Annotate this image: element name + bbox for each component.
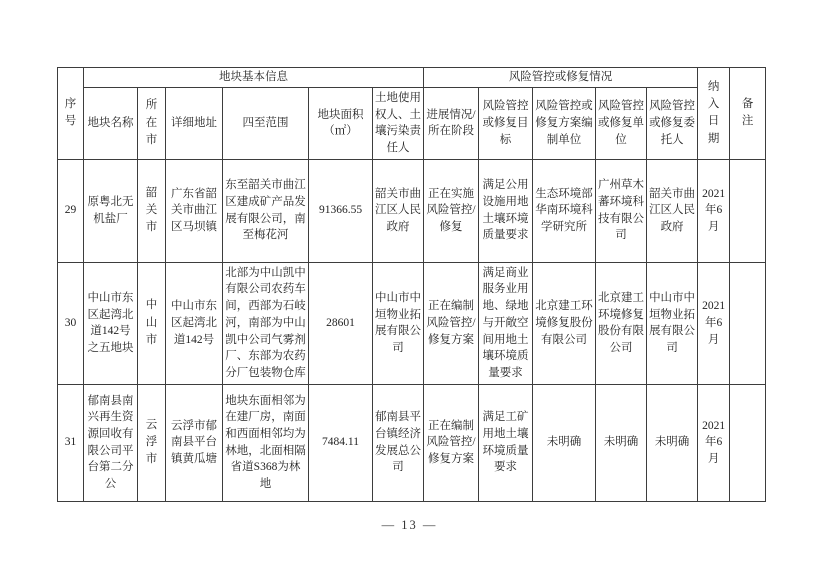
header-remark bbox=[730, 68, 766, 160]
cell-progress: 正在编制风险管控/修复方案 bbox=[424, 262, 479, 384]
group-header-risk-status: 风险管控或修复情况 bbox=[424, 68, 698, 88]
column-header-row bbox=[58, 87, 766, 159]
header-index bbox=[58, 68, 84, 160]
page-number: — 13 — bbox=[381, 518, 438, 532]
cell-city-text: 韶关市 bbox=[145, 186, 158, 234]
cell-city-text: 云浮市 bbox=[145, 418, 158, 466]
cell-plan-unit: 未明确 bbox=[533, 384, 596, 501]
cell-progress: 正在实施风险管控/修复 bbox=[424, 159, 479, 262]
cell-plan-unit: 北京建工环境修复股份有限公司 bbox=[533, 262, 596, 384]
cell-name: 中山市东区起湾北道142号之五地块 bbox=[84, 262, 138, 384]
cell-area: 91366.55 bbox=[309, 159, 373, 262]
header-progress: 进展情况/所在阶段 bbox=[424, 87, 479, 159]
cell-repair-unit: 广州草木蕃环境科技有限公司 bbox=[596, 159, 647, 262]
header-target: 风险管控或修复目标 bbox=[479, 87, 533, 159]
header-repair-unit: 风险管控或修复单位 bbox=[596, 87, 647, 159]
cell-address: 云浮市郁南县平台镇黄瓜塘 bbox=[166, 384, 223, 501]
header-date bbox=[698, 68, 730, 160]
cell-repair-unit: 北京建工环境修复股份有限公司 bbox=[596, 262, 647, 384]
parcel-table bbox=[57, 67, 766, 502]
cell-address: 中山市东区起湾北道142号 bbox=[166, 262, 223, 384]
header-city bbox=[138, 87, 166, 159]
cell-area: 28601 bbox=[309, 262, 373, 384]
group-header-row bbox=[58, 68, 766, 88]
cell-boundary: 北部为中山凯中有限公司农药车间，西部为石岐河，南部为中山凯中公司气雾剂厂、东部为农药分厂包装物仓库 bbox=[223, 262, 309, 384]
group-header-basic-info: 地块基本信息 bbox=[84, 68, 424, 88]
header-index-label: 序号 bbox=[64, 98, 77, 128]
cell-city bbox=[138, 262, 166, 384]
cell-repair-unit: 未明确 bbox=[596, 384, 647, 501]
cell-date: 2021年6月 bbox=[698, 384, 730, 501]
cell-index: 29 bbox=[58, 159, 84, 262]
header-area: 地块面积（㎡） bbox=[309, 87, 373, 159]
cell-client: 未明确 bbox=[647, 384, 698, 501]
cell-index: 30 bbox=[58, 262, 84, 384]
header-owner: 土地使用权人、土壤污染责任人 bbox=[373, 87, 424, 159]
cell-target: 满足工矿用地土壤环境质量要求 bbox=[479, 384, 533, 501]
cell-city bbox=[138, 159, 166, 262]
header-boundary: 四至范围 bbox=[223, 87, 309, 159]
cell-date: 2021年6月 bbox=[698, 159, 730, 262]
cell-client: 中山市中垣物业拓展有限公司 bbox=[647, 262, 698, 384]
cell-remark bbox=[730, 159, 766, 262]
cell-target: 满足商业服务业用地、绿地与开敞空间用地土壤环境质量要求 bbox=[479, 262, 533, 384]
cell-boundary: 地块东面相邻为在建厂房，南面和西面相邻均为林地，北面相隔省道S368为林地 bbox=[223, 384, 309, 501]
cell-remark bbox=[730, 384, 766, 501]
header-client: 风险管控或修复委托人 bbox=[647, 87, 698, 159]
table-row bbox=[58, 384, 766, 501]
cell-name: 原粤北无机盐厂 bbox=[84, 159, 138, 262]
cell-target: 满足公用设施用地土壤环境质量要求 bbox=[479, 159, 533, 262]
header-remark-label: 备注 bbox=[741, 98, 754, 128]
table-row bbox=[58, 159, 766, 262]
cell-date: 2021年6月 bbox=[698, 262, 730, 384]
cell-plan-unit: 生态环境部华南环境科学研究所 bbox=[533, 159, 596, 262]
cell-remark bbox=[730, 262, 766, 384]
cell-owner: 郁南县平台镇经济发展总公司 bbox=[373, 384, 424, 501]
header-name: 地块名称 bbox=[84, 87, 138, 159]
cell-area: 7484.11 bbox=[309, 384, 373, 501]
header-address: 详细地址 bbox=[166, 87, 223, 159]
cell-client: 韶关市曲江区人民政府 bbox=[647, 159, 698, 262]
cell-owner: 韶关市曲江区人民政府 bbox=[373, 159, 424, 262]
cell-address: 广东省韶关市曲江区马坝镇 bbox=[166, 159, 223, 262]
cell-progress: 正在编制风险管控/修复方案 bbox=[424, 384, 479, 501]
cell-boundary: 东至韶关市曲江区建成矿产品发展有限公司，南至梅花河 bbox=[223, 159, 309, 262]
cell-city-text: 中山市 bbox=[145, 299, 158, 346]
header-plan-unit: 风险管控或修复方案编制单位 bbox=[533, 87, 596, 159]
header-date-label: 纳入日期 bbox=[707, 80, 720, 145]
header-city-label: 所在市 bbox=[145, 99, 158, 146]
cell-index: 31 bbox=[58, 384, 84, 501]
cell-name: 郁南县南兴再生资源回收有限公司平台第二分公 bbox=[84, 384, 138, 501]
cell-owner: 中山市中垣物业拓展有限公司 bbox=[373, 262, 424, 384]
table-row bbox=[58, 262, 766, 384]
cell-city bbox=[138, 384, 166, 501]
